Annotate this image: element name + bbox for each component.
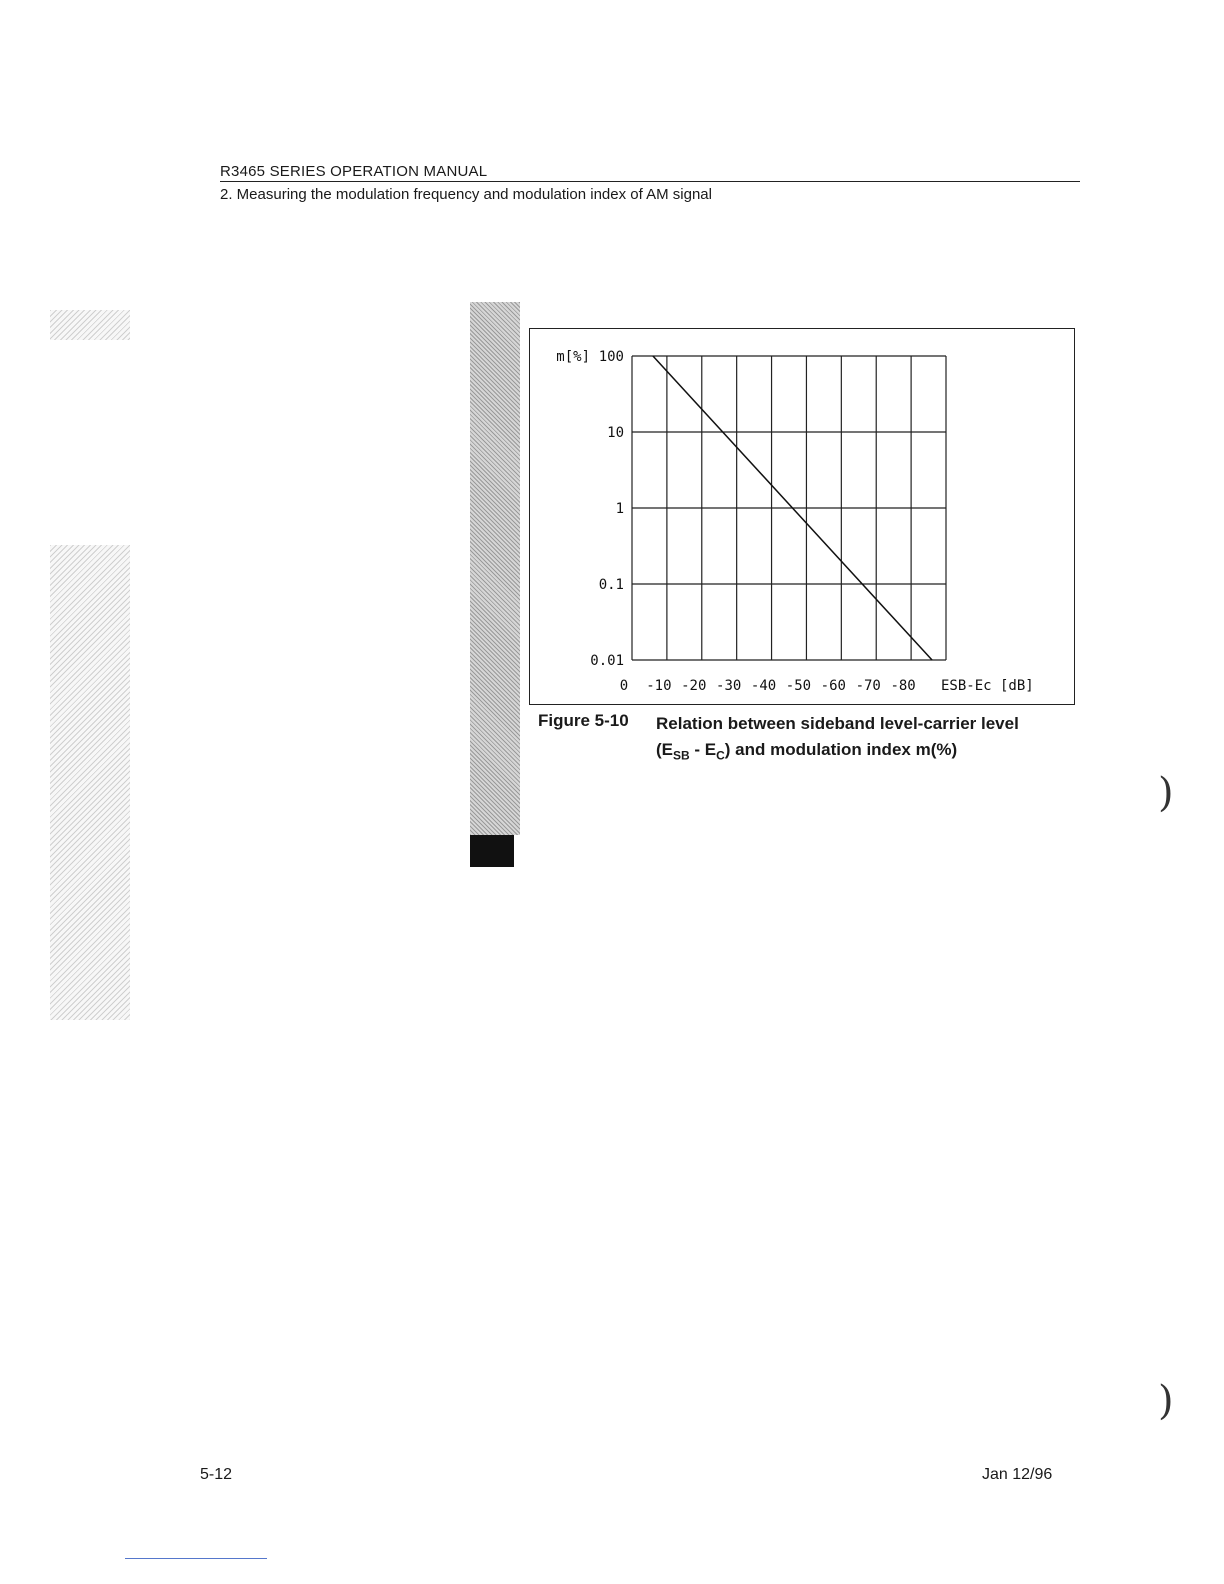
figure-label: Figure 5-10: [538, 711, 629, 730]
x-axis-label: ESB-Ec [dB]: [941, 678, 1034, 694]
shaded-margin-bar: [470, 302, 520, 835]
scan-texture-left-top: [50, 310, 130, 340]
y-tick-label: 1: [615, 501, 624, 517]
manual-title: R3465 SERIES OPERATION MANUAL: [220, 163, 1080, 182]
x-tick-label: -70: [855, 678, 881, 694]
caption-sub-c: C: [716, 748, 725, 763]
x-tick-label: -80: [890, 678, 916, 694]
page-date: Jan 12/96: [982, 1466, 1053, 1483]
caption-sub-sb: SB: [673, 748, 690, 763]
black-block-mark: [470, 835, 514, 867]
y-tick-label: 0.01: [590, 653, 624, 669]
y-tick-label: 0.1: [598, 577, 624, 593]
x-tick-label: -10: [646, 678, 672, 694]
x-tick-label: 0: [619, 678, 629, 694]
x-tick-label: -60: [820, 678, 846, 694]
y-tick-label: 100: [598, 349, 624, 365]
bottom-rule: [125, 1558, 267, 1559]
caption-part: - E: [689, 740, 717, 759]
binding-hole-mark: ): [1158, 770, 1174, 816]
scan-texture-left: [50, 545, 130, 1020]
caption-line-1: Relation between sideband level-carrier level: [656, 714, 1019, 733]
chart-frame: [529, 328, 1075, 705]
x-tick-label: -30: [716, 678, 742, 694]
caption-line-2: [656, 737, 1076, 768]
binding-hole-mark: ): [1158, 1378, 1174, 1424]
y-axis-label: m[%]: [556, 349, 590, 365]
chart: [530, 329, 1076, 706]
section-title: 2. Measuring the modulation frequency and modulation index of AM signal: [220, 186, 712, 203]
x-tick-label: -20: [681, 678, 707, 694]
x-tick-label: -50: [785, 678, 812, 694]
caption-part: (E: [656, 740, 673, 759]
page-number: 5-12: [200, 1466, 233, 1483]
x-tick-label: -40: [750, 678, 777, 694]
y-tick-label: 10: [607, 425, 624, 441]
caption-part: ) and modulation index m(%): [724, 740, 958, 759]
figure-caption: [656, 711, 1076, 768]
